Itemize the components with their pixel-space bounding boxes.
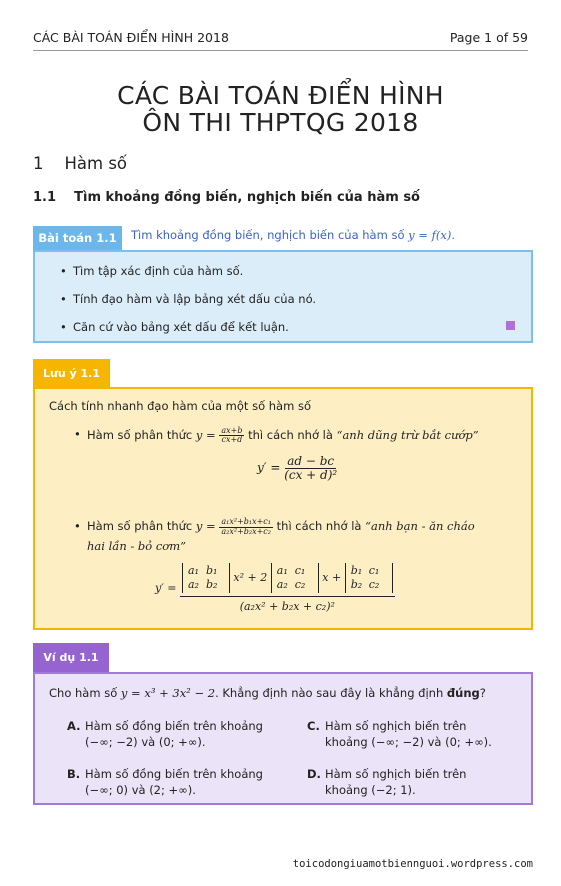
note-bullet-1-quote: “anh dũng trừ bắt cướp” xyxy=(336,427,479,442)
option-text: Hàm số nghịch biến trên xyxy=(325,719,467,733)
subsection-title: Tìm khoảng đồng biến, nghịch biến của hàm số xyxy=(74,190,420,205)
note-bullet-2-quote-1: “anh bạn - ăn cháo xyxy=(365,519,475,533)
note-box xyxy=(33,387,533,630)
note-intro: Cách tính nhanh đạo hàm của một số hàm số xyxy=(49,399,311,413)
section-title: Hàm số xyxy=(64,154,128,173)
problem-title xyxy=(131,228,455,242)
note-bullet-2-quote-2: hai lần - bỏ cơm” xyxy=(87,539,187,553)
formula-derivative-quadratic: y′ = a₁ b₁ a₂ b₂ x² + 2 a₁ c₁ a₂ c₂ x + b₁ c₁ b₂ c₂ (a₂x² + b₂x + c₂)² xyxy=(155,563,395,613)
option-text: Hàm số nghịch biến trên xyxy=(325,767,467,781)
note-tag: Lưu ý 1.1 xyxy=(33,359,110,387)
document-title xyxy=(0,82,561,136)
option-label: D. xyxy=(307,767,321,781)
list-item: • Tính đạo hàm và lập bảng xét dấu của nó. xyxy=(73,292,316,306)
subsection-heading xyxy=(33,190,420,205)
option-label: A. xyxy=(67,719,81,733)
formula-derivative-linear: y′ = $\frac{ad - bc}{\text{(cx + d)²}}$ xyxy=(257,454,338,482)
formula-fraction-linear: y = $\frac{ax+b}{cx+d}$ xyxy=(195,426,243,445)
question-function: y = x³ + 3x² − 2 xyxy=(120,686,216,700)
example-tag: Ví dụ 1.1 xyxy=(33,643,109,672)
title-line-2: ÔN THI THPTQG 2018 xyxy=(142,108,419,137)
note-bullet-2-prefix: Hàm số phân thức xyxy=(87,519,193,533)
option-label: B. xyxy=(67,767,81,781)
question-prefix: Cho hàm số xyxy=(49,686,118,700)
answer-option-c[interactable] xyxy=(307,718,535,750)
note-bullet-1-mid: thì cách nhớ là xyxy=(248,427,333,442)
end-of-proof-square-icon xyxy=(506,321,515,330)
problem-tag: Bài toán 1.1 xyxy=(33,226,122,250)
problem-title-math: y = f(x). xyxy=(408,228,455,242)
answer-option-d[interactable] xyxy=(307,766,535,798)
formula-fraction-quadratic: y = $\frac{\text{a₁x²+b₁x+c₁}}{\text{a₂x²+b₂x+c₂}}$ xyxy=(195,517,271,536)
answer-option-a[interactable] xyxy=(67,718,295,750)
option-text: khoảng (−∞; −2) và (0; +∞). xyxy=(325,735,492,749)
example-question: Cho hàm số y = x³ + 3x² − 2. Khẳng định nào sau đây là khẳng định đúng? xyxy=(49,686,486,700)
option-text: Hàm số đồng biến trên khoảng xyxy=(85,719,263,733)
page-number: Page 1 of 59 xyxy=(449,30,528,45)
option-text: (−∞; 0) và (2; +∞). xyxy=(85,783,196,797)
note-bullet-2 xyxy=(87,516,519,556)
footer-url[interactable]: toicodongiuamotbiennguoi.wordpress.com xyxy=(292,858,533,870)
note-bullet-1-prefix: Hàm số phân thức xyxy=(87,427,193,442)
section-number: 1 xyxy=(33,154,44,173)
running-header xyxy=(33,30,528,51)
question-emphasis: đúng xyxy=(446,686,480,700)
problem-title-text: Tìm khoảng đồng biến, nghịch biến của hàm số xyxy=(131,228,405,242)
option-label: C. xyxy=(307,719,320,733)
list-item: • Tìm tập xác định của hàm số. xyxy=(73,264,243,278)
note-bullet-1 xyxy=(87,427,479,445)
subsection-number: 1.1 xyxy=(33,190,57,205)
answer-option-b[interactable] xyxy=(67,766,295,798)
title-line-1: CÁC BÀI TOÁN ĐIỂN HÌNH xyxy=(117,81,444,110)
section-heading xyxy=(33,154,127,173)
option-text: (−∞; −2) và (0; +∞). xyxy=(85,735,206,749)
list-item: • Căn cứ vào bảng xét dấu để kết luận. xyxy=(73,320,289,334)
header-title: CÁC BÀI TOÁN ĐIỂN HÌNH 2018 xyxy=(33,30,229,45)
problem-box xyxy=(33,250,533,343)
note-bullet-2-mid: thì cách nhớ là xyxy=(276,519,362,533)
question-suffix: . Khẳng định nào sau đây là khẳng định xyxy=(215,686,444,700)
example-box xyxy=(33,672,533,805)
option-text: khoảng (−2; 1). xyxy=(325,783,416,797)
option-text: Hàm số đồng biến trên khoảng xyxy=(85,767,263,781)
